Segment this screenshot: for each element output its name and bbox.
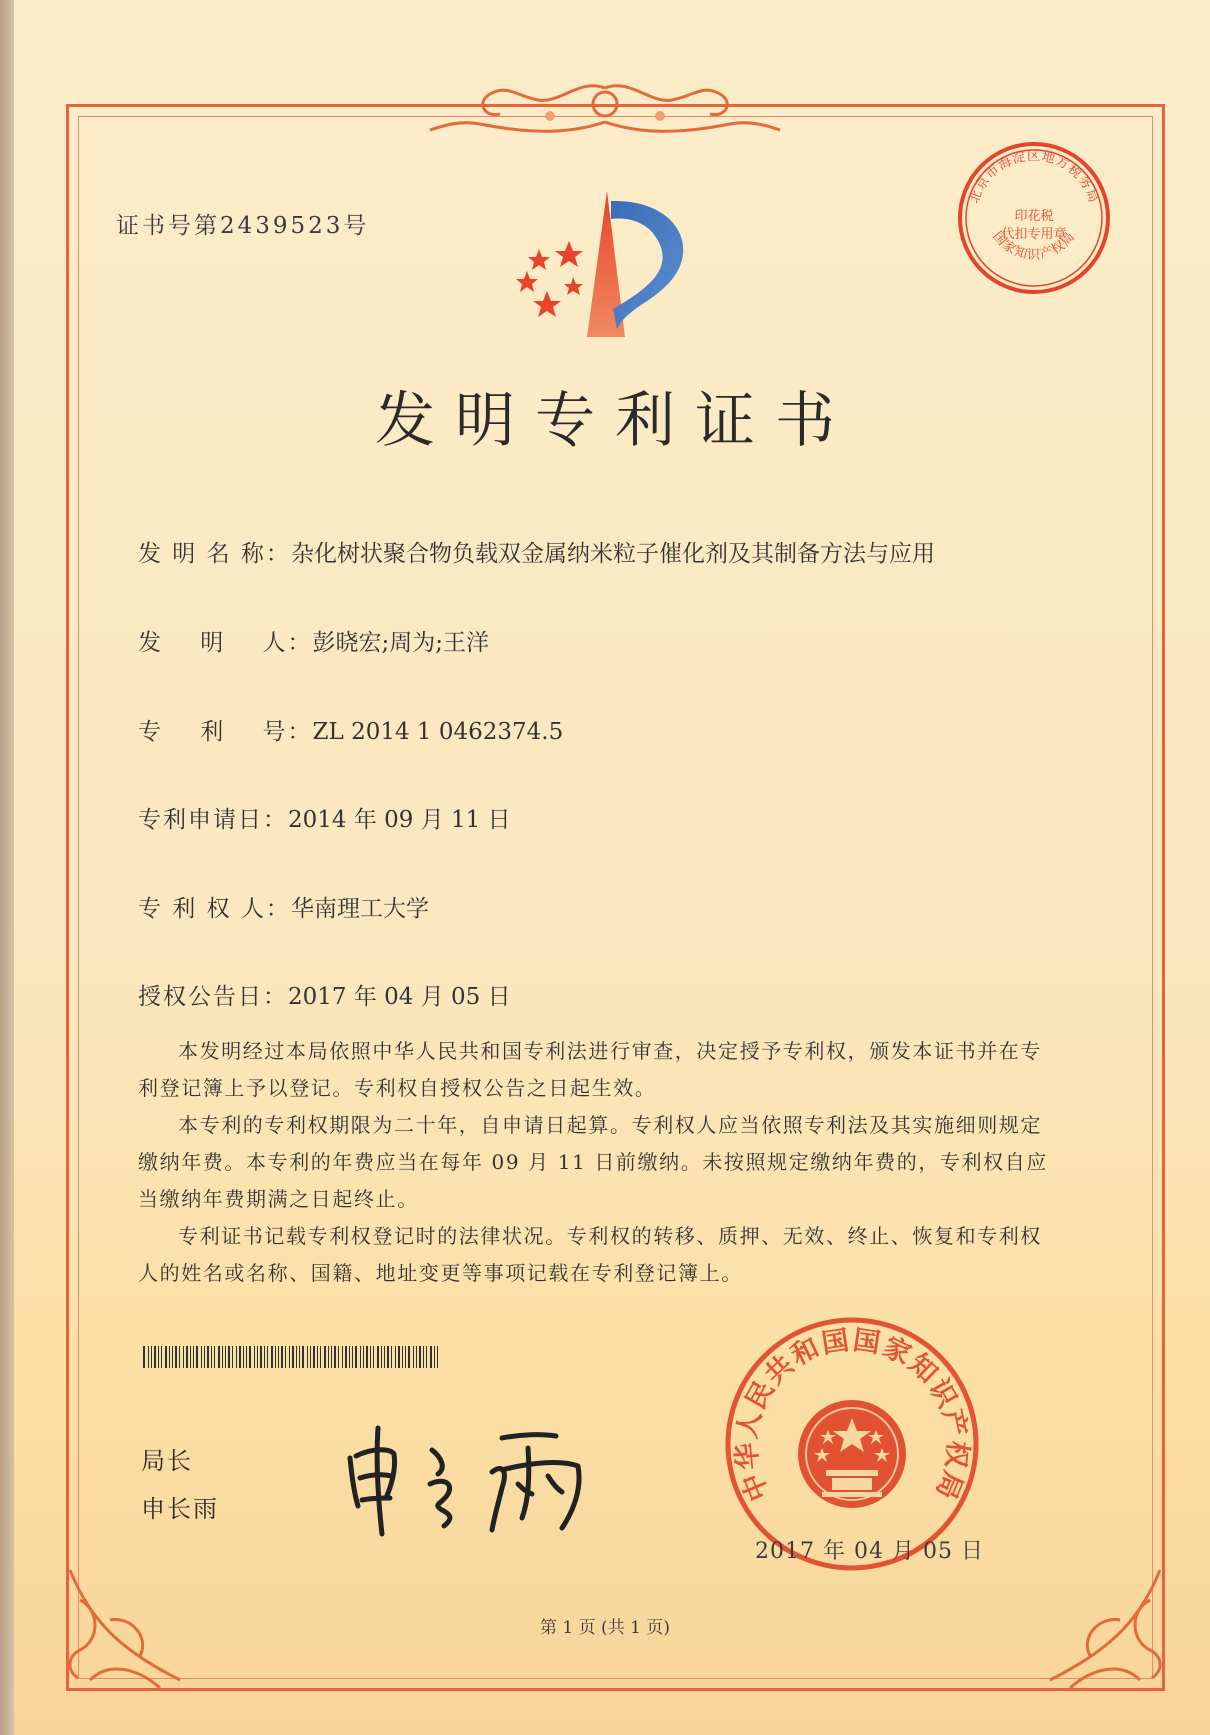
barcode-bar [143,1346,145,1368]
barcode-bar [243,1346,244,1368]
barcode-bar [165,1346,167,1368]
barcode-bar [363,1346,364,1368]
barcode-bar [292,1346,294,1368]
barcode-bar [320,1346,321,1368]
barcode-bar [278,1346,279,1368]
barcode-bar [204,1346,205,1368]
barcode-bar [239,1346,241,1368]
barcode-bar [222,1346,223,1368]
barcode-bar [360,1346,361,1368]
seal-center-line: 印花税 [1014,209,1054,224]
barcode-bar [236,1346,237,1368]
barcode-bar [317,1346,318,1368]
field-invention-name [138,535,935,568]
barcode-bar [179,1346,180,1368]
barcode-bar [260,1346,262,1368]
barcode-bar [218,1346,220,1368]
barcode-bar [384,1346,385,1368]
barcode-bar [395,1346,396,1368]
field-value: ZL 2014 1 0462374.5 [312,719,564,745]
barcode-bar [313,1346,315,1368]
barcode-bar [249,1346,251,1368]
barcode-bar [377,1346,379,1368]
barcode-bar [207,1346,209,1368]
barcode-bar [324,1346,326,1368]
barcode-bar [264,1346,265,1368]
barcode-bar [338,1346,339,1368]
barcode-bar [334,1346,336,1368]
barcode-bar [225,1346,226,1368]
barcode-bar [271,1346,273,1368]
barcode-bar [151,1346,152,1368]
barcode-bar [201,1346,202,1368]
certificate-body [138,1033,1053,1292]
field-value: 华南理工大学 [290,896,429,922]
field-inventors [138,624,489,657]
barcode-bar [154,1346,156,1368]
field-grant-date [138,978,511,1011]
barcode-bar [310,1346,311,1368]
field-label: 专 利 号： [138,719,313,745]
barcode-bar [232,1346,233,1368]
certificate-title: 发明专利证书 [375,386,855,456]
barcode-bar [434,1346,435,1368]
barcode-bar [183,1346,184,1368]
barcode-bar [307,1346,308,1368]
barcode-bar [214,1346,215,1368]
barcode-bar [228,1346,230,1368]
top-ornament [420,74,790,144]
binding-edge [0,0,14,1735]
barcode-bar [391,1346,392,1368]
page-footer: 第 1 页 (共 1 页) [540,1618,670,1638]
barcode-bar [387,1346,389,1368]
barcode-bar [161,1346,162,1368]
barcode-bar [366,1346,368,1368]
barcode-bar [405,1346,406,1368]
barcode-bar [402,1346,403,1368]
barcode-bar [398,1346,400,1368]
patent-office-logo [507,189,702,339]
barcode-bar [148,1346,149,1368]
barcode-bar [211,1346,212,1368]
barcode-bar [328,1346,329,1368]
barcode-bar [190,1346,191,1368]
barcode-bar [196,1346,198,1368]
svg-text:北京市海淀区地方税务局 [967,148,1101,205]
barcode-bar [370,1346,371,1368]
field-label: 专利申请日： [138,807,288,833]
barcode-bar [426,1346,427,1368]
tax-seal [954,138,1114,298]
barcode-bar [413,1346,414,1368]
barcode-bar [419,1346,421,1368]
seal-ring-text: 中华人民共和国国家知识产权局 [731,1324,973,1506]
barcode-bar [289,1346,290,1368]
seal-ring-text: 北京市海淀区地方税务局 [966,149,1102,206]
issue-date: 2017 年 04 月 05 日 [755,1539,984,1564]
barcode-bar [423,1346,424,1368]
barcode-bar [257,1346,258,1368]
barcode-bar [281,1346,283,1368]
national-emblem [798,1400,906,1508]
field-patent-number [138,713,563,746]
barcode-bar [296,1346,297,1368]
body-paragraph: 专利证书记载专利权登记时的法律状况。专利权的转移、质押、无效、终止、恢复和专利权人的姓名或名称、国籍、地址变更等事项记载在专利登记簿上。 [138,1224,1042,1285]
director-signature [342,1418,612,1538]
barcode-bar [408,1346,410,1368]
barcode-bar [302,1346,304,1368]
barcode-bar [437,1346,438,1368]
seal-bottom-text: 国家知识产权局 [989,229,1079,263]
barcode-bar [285,1346,286,1368]
barcode-bar [355,1346,357,1368]
barcode-bar [373,1346,374,1368]
barcode-bar [158,1346,159,1368]
body-paragraph: 本发明经过本局依照中华人民共和国专利法进行审查，决定授予专利权，颁发本证书并在专利登记簿上予以登记。专利权自授权公告之日起生效。 [138,1039,1042,1100]
barcode-bar [267,1346,268,1368]
field-value: 彭晓宏;周为;王洋 [312,630,489,656]
barcode-bar [193,1346,194,1368]
field-label: 发 明 名 称： [138,541,291,567]
barcode-bar [246,1346,247,1368]
director-title: 局长 [141,1447,193,1475]
barcode-bar [275,1346,276,1368]
seal-center-line: 代扣专用章 [1001,227,1067,242]
barcode-bar [416,1346,417,1368]
field-value: 杂化树状聚合物负载双金属纳米粒子催化剂及其制备方法与应用 [290,541,935,567]
barcode-bar [352,1346,353,1368]
barcode-bar [381,1346,382,1368]
barcode-bar [299,1346,300,1368]
field-patentee [138,890,429,923]
field-label: 专 利 权 人： [138,896,291,922]
certificate-number: 证书号第2439523号 [116,213,370,239]
barcode-bar [169,1346,170,1368]
barcode-bar [331,1346,332,1368]
barcode-bar [172,1346,173,1368]
barcode-bar [254,1346,255,1368]
field-value: 2014 年 09 月 11 日 [288,807,511,833]
barcode-bar [349,1346,350,1368]
field-application-date [138,801,511,834]
body-paragraph: 本专利的专利权期限为二十年，自申请日起算。专利权人应当依照专利法及其实施细则规定缴纳年费。本专利的年费应当在每年 09 月 11 日前缴纳。未按照规定缴纳年费的，专利权自应当缴纳年费期满之日起终止。 [138,1113,1048,1211]
barcode-bar [342,1346,343,1368]
field-label: 授权公告日： [138,984,288,1010]
field-label: 发 明 人： [138,630,313,656]
field-value: 2017 年 04 月 05 日 [288,984,511,1010]
barcode-bar [186,1346,188,1368]
barcode-bar [175,1346,177,1368]
barcode-bar [430,1346,432,1368]
barcode-bar [345,1346,347,1368]
barcode [143,1346,443,1368]
director-name: 申长雨 [141,1495,219,1523]
